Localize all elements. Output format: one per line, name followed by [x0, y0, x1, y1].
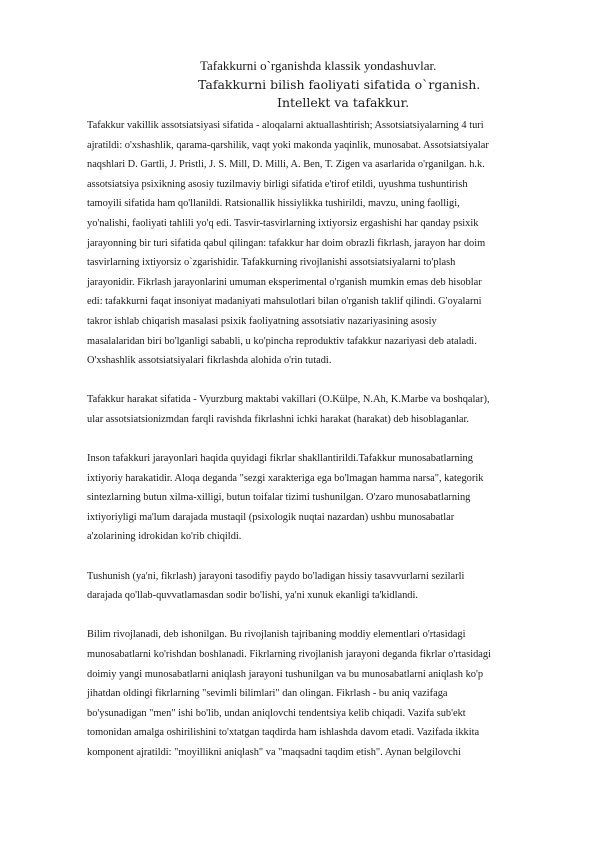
text-line: jarayonning bir turi sifatida qabul qilingan: tafakkur har doim obrazli fikrlash, jarayon har doim — [87, 237, 486, 249]
text-line: Tafakkur vakillik assotsiatsiyasi sifatida - aloqalarni aktuallashtirish; Assotsiatsiyalarning 4 turi — [87, 120, 484, 131]
text-line: takror ishlab chiqarish masalasi psixik faoliyatning assotsiativ nazariyasining asosiy — [87, 315, 437, 327]
document-title-line-2: Tafakkurni bilish faoliyati sifatida o`rganish. — [198, 77, 481, 92]
document-title-line-1 — [0, 58, 436, 74]
text-line: sintezlarning butun xilma-xilligi, butun toifalar tizimi tushunilgan. O'zaro munosabatlarning — [87, 492, 471, 504]
text-line: munosabatlarni ko'rishdan boshlanadi. Fikrlarning rivojlanish jarayoni deganda fikrlar o'rtasidagi — [87, 649, 491, 661]
text-line: naqshlari D. Gartli, J. Pristli, J. S. Mill, D. Milli, A. Ben, T. Zigen va asarlarida o'rganilgan. h.k. — [87, 159, 485, 171]
text-line: bo'ysunadigan "men" ishi bo'lib, undan aniqlovchi tendentsiya kelib chiqadi. Vazifa sub'ekt — [87, 707, 466, 719]
text-line: doimiy yangi munosabatlarni aniqlash jarayoni tushunilgan va bu munosabatlarni aniqlash ko'p — [87, 668, 484, 680]
text-line: O'xshashlik assotsiatsiyalari fikrlashda alohida o'rin tutadi. — [87, 355, 332, 367]
title-line-1-text: Tafakkurni o`rganishda klassik yondashuvlar. — [200, 58, 437, 73]
text-line: darajada qo'llab-quvvatlamasdan sodir bo'lishi, ya'ni xunuk ekanligi ta'kidlandi. — [87, 590, 418, 602]
text-line: tasvirlarning ixtiyorsiz o`zgarishidir. Tafakkurning rivojlanishi assotsiatsiyalarni to'plash — [87, 257, 456, 269]
paragraph-1 — [87, 116, 561, 371]
text-line: edi: tafakkurni faqat insoniyat madaniyati mahsulotlari bilan o'rganish taklif qilindi. G'oyalarni — [87, 296, 482, 308]
text-line: yo'nalishi, faoliyati tahlili yo'q edi. Tasvir-tasvirlarning ixtiyorsiz ergashishi har qanday psixik — [87, 217, 479, 229]
text-line: tomonidan amalga oshirilishini to'xtatgan taqdirda ham ishlashda davom etadi. Vazifada ikkita — [87, 727, 480, 739]
text-line: jihatdan oldingi fikrlarning "sevimli bilimlari" dan olingan. Fikrlash - bu aniq vazifaga — [87, 688, 448, 700]
paragraph-2 — [87, 390, 561, 429]
text-line: Tafakkur harakat sifatida - Vyurzburg maktabi vakillari (O.Külpe, N.Ah, K.Marbe va boshqalar), — [87, 394, 490, 406]
text-line: Bilim rivojlanadi, deb ishonilgan. Bu rivojlanish tajribaning moddiy elementlari o'rtasidagi — [87, 629, 466, 641]
document-body — [87, 116, 561, 782]
document-title-line-3: Intellekt va tafakkur. — [277, 95, 410, 110]
text-line: jarayonidir. Fikrlash jarayonlarini umuman eksperimental o'rganish mumkin emas deb hisoblar — [87, 276, 482, 288]
text-line: komponent ajratildi: "moyillikni aniqlash" va "maqsadni taqdim etish". Aynan belgilovchi — [87, 747, 461, 758]
text-line: Inson tafakkuri jarayonlari haqida quyidagi fikrlar shakllantirildi.Tafakkur munosabatlarning — [87, 453, 473, 465]
text-line: a'zolarining idrokidan ko'rib chiqildi. — [87, 531, 242, 543]
text-line: Tushunish (ya'ni, fikrlash) jarayoni tasodifiy paydo bo'ladigan hissiy tasavvurlarni sezilarli — [87, 570, 465, 582]
text-line: tamoyili sifatida ham qo'llanildi. Ratsionallik hissiylikka tushirildi, mavzu, uning faolligi, — [87, 198, 460, 210]
paragraph-4 — [87, 567, 561, 606]
text-line: ixtiyoriyligi ma'lum darajada mustaqil (psixologik nuqtai nazardan) ushbu munosabatlar — [87, 511, 455, 523]
text-line: assotsiatsiya psixikning asosiy tuzilmaviy birligi sifatida e'tirof etildi, uyushma tushuntirish — [87, 178, 468, 190]
text-line: ajratildi: o'xshashlik, qarama-qarshilik, vaqt yoki makonda yaqinlik, munosabat. Assotsiatsiyalar — [87, 139, 489, 151]
text-line: masalalaridan biri bo'lganligi sababli, u ko'pincha reproduktiv tafakkur nazariyasi deb ataladi. — [87, 335, 477, 347]
text-line: ular assotsiatsionizmdan farqli ravishda fikrlashni ichki harakat (harakat) deb hisoblaganlar. — [87, 413, 470, 425]
paragraph-3 — [87, 449, 561, 547]
text-line: ixtiyoriy harakatidir. Aloqa deganda "sezgi xarakteriga ega bo'lmagan hamma narsa", kategorik — [87, 472, 484, 484]
paragraph-5 — [87, 625, 561, 762]
